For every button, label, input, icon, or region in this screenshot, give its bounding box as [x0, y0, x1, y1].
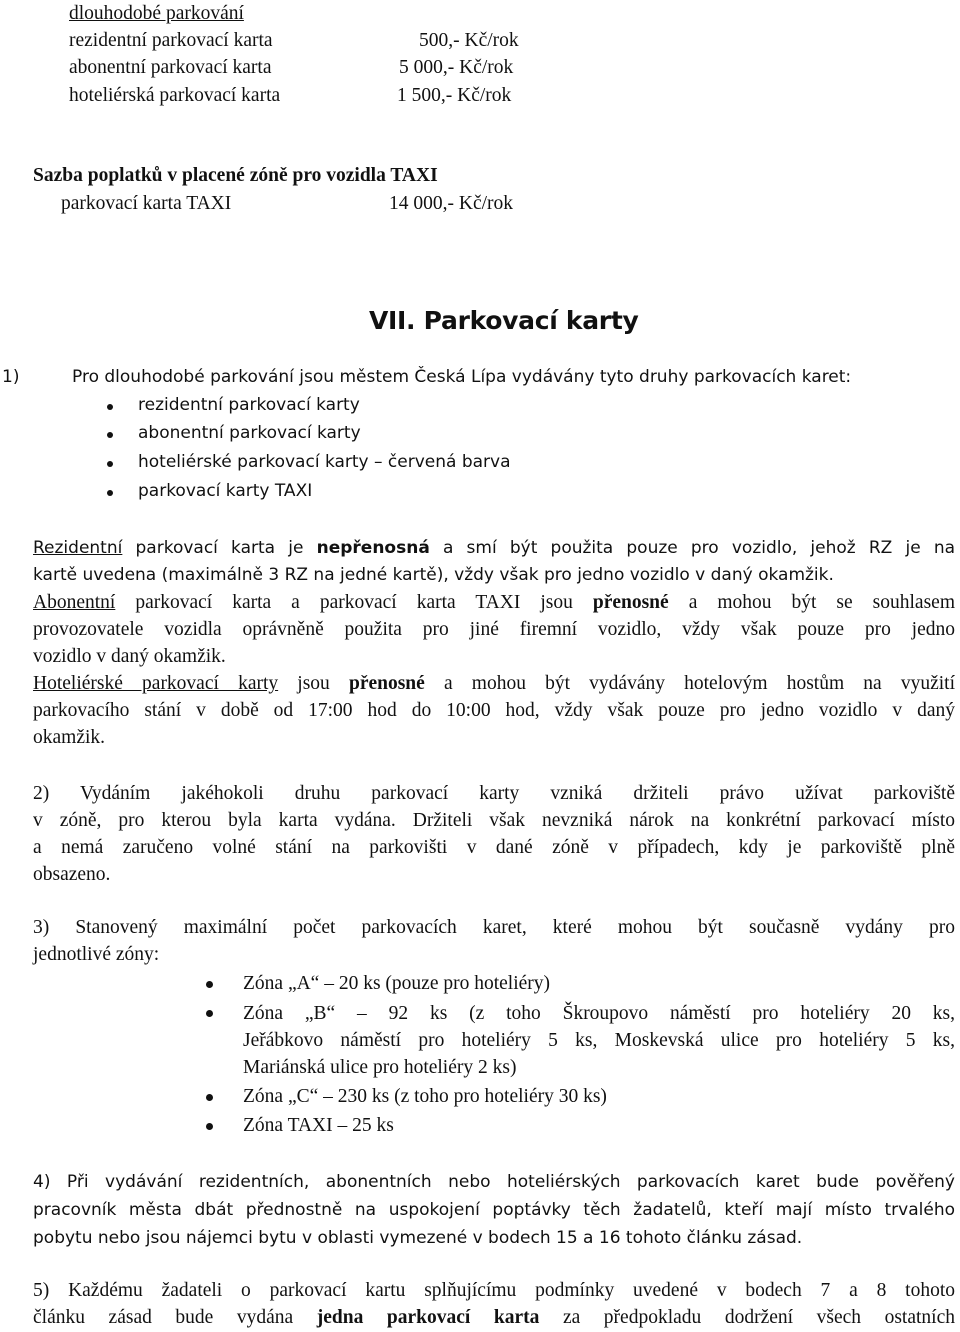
- zone-item: [243, 1000, 955, 1081]
- zone-line: Zóna „B“ – 92 ks (z toho Škroupovo náměstí pro hoteliéry 20 ks,: [243, 1003, 955, 1024]
- subscriber-card-line: [33, 589, 955, 616]
- bullet-icon: [206, 981, 213, 988]
- zone-line: Jeřábkovo náměstí pro hoteliéry 5 ks, Moskevská ulice pro hoteliéry 5 ks,: [243, 1030, 955, 1051]
- price-row-label: abonentní parkovací karta: [69, 57, 272, 78]
- point-5-line: 5) Každému žadateli o parkovací kartu splňujícímu podmínky uvedené v bodech 7 a 8 tohoto: [33, 1280, 955, 1301]
- resident-card-line-2: kartě uvedena (maximálně 3 RZ na jedné kartě), vždy však pro jedno vozidlo v daný okamžik.: [33, 565, 834, 585]
- price-row-label: rezidentní parkovací karta: [69, 30, 273, 51]
- text-span: a mohou být vydávány hotelovým hostům na využití: [443, 673, 955, 694]
- card-type-item: hoteliérské parkovací karty – červená barva: [138, 452, 511, 472]
- bullet-icon: [206, 1010, 213, 1017]
- text-span: parkovací karta je: [135, 538, 304, 558]
- point-3-paragraph: [33, 914, 955, 968]
- hotel-card-line: [33, 670, 955, 697]
- text-span: jsou: [297, 673, 330, 694]
- point-3-line: 3) Stanovený maximální počet parkovacích karet, které mohou být současně vydány pro: [33, 917, 955, 938]
- subscriber-card-paragraph: [33, 589, 955, 670]
- card-type-item: rezidentní parkovací karty: [138, 395, 360, 415]
- taxi-card-price: 14 000,- Kč/rok: [389, 193, 514, 214]
- price-row-label: hoteliérská parkovací karta: [69, 85, 281, 106]
- text-span: za předpokladu dodržení všech ostatních: [562, 1307, 955, 1328]
- point-number: 1): [2, 367, 20, 387]
- text-span: parkovací karta a parkovací karta TAXI jsou: [135, 592, 573, 613]
- point-5-line: [33, 1304, 955, 1331]
- bullet-icon: [107, 404, 113, 410]
- resident-term: Rezidentní: [33, 538, 123, 558]
- subscriber-card-line-3: vozidlo v daný okamžik.: [33, 646, 226, 667]
- transferable-term: přenosné: [592, 592, 669, 613]
- section-title: VII. Parkovací karty: [369, 306, 639, 335]
- taxi-rate-heading: Sazba poplatků v placené zóně pro vozidla TAXI: [33, 165, 438, 186]
- point-2-line: a nemá zaručeno volné stání na parkovišti v dané zóně v případech, kdy je parkoviště plně: [33, 837, 955, 858]
- price-row-value: 5 000,- Kč/rok: [399, 57, 514, 78]
- point-4-line: pracovník města dbát přednostně na uspokojení poptávky těch žadatelů, kteří mají místo trvalého: [33, 1200, 955, 1220]
- one-card-term: jedna parkovací karta: [316, 1307, 540, 1328]
- hotel-card-line-2: parkovacího stání v době od 17:00 hod do 10:00 hod, vždy však pouze pro jedno vozidlo v daný: [33, 700, 955, 721]
- point-2-paragraph: [33, 780, 955, 888]
- long-term-parking-heading: dlouhodobé parkování: [69, 3, 244, 24]
- price-row-value: 500,- Kč/rok: [419, 30, 519, 51]
- taxi-card-label: parkovací karta TAXI: [61, 193, 232, 214]
- transferable-term: přenosné: [348, 673, 425, 694]
- hotel-card-line-3: okamžik.: [33, 727, 106, 748]
- zone-item: Zóna „A“ – 20 ks (pouze pro hoteliéry): [243, 973, 551, 994]
- point-1-intro: Pro dlouhodobé parkování jsou městem Česká Lípa vydávány tyto druhy parkovacích karet:: [72, 367, 852, 387]
- point-2-line: v zóně, pro kterou byla karta vydána. Držiteli však nevzniká nárok na konkrétní parkovací místo: [33, 810, 955, 831]
- point-4-line: pobytu nebo jsou nájemci bytu v oblasti vymezené v bodech 15 a 16 tohoto článku zásad.: [33, 1228, 803, 1248]
- bullet-icon: [107, 461, 113, 467]
- card-type-item: abonentní parkovací karty: [138, 423, 361, 443]
- bullet-icon: [206, 1123, 213, 1130]
- zone-item: Zóna TAXI – 25 ks: [243, 1115, 394, 1136]
- point-4-line: 4) Při vydávání rezidentních, abonentních nebo hoteliérských parkovacích karet bude pověřený: [33, 1172, 955, 1192]
- card-type-item: parkovací karty TAXI: [138, 481, 313, 501]
- text-span: a mohou být se souhlasem: [688, 592, 955, 613]
- subscriber-card-line-2: provozovatele vozidla oprávněně použita pro jiné firemní vozidlo, vždy však pouze pro jedno: [33, 619, 955, 640]
- zone-line: Mariánská ulice pro hoteliéry 2 ks): [243, 1057, 517, 1078]
- point-2-line: obsazeno.: [33, 864, 111, 885]
- zone-item: Zóna „C“ – 230 ks (z toho pro hoteliéry 30 ks): [243, 1086, 607, 1107]
- price-row-value: 1 500,- Kč/rok: [397, 85, 512, 106]
- text-span: článku zásad bude vydána: [33, 1307, 294, 1328]
- non-transferable-term: nepřenosná: [316, 538, 430, 558]
- resident-card-line: [33, 535, 955, 562]
- point-1-details: [33, 535, 955, 589]
- bullet-icon: [107, 432, 113, 438]
- subscriber-term: Abonentní: [33, 592, 116, 613]
- point-5-paragraph: [33, 1277, 955, 1331]
- point-3-line: jednotlivé zóny:: [33, 944, 160, 965]
- hotel-card-term: Hoteliérské parkovací karty: [33, 673, 279, 694]
- point-2-line: 2) Vydáním jakéhokoli druhu parkovací karty vzniká držiteli právo užívat parkoviště: [33, 783, 955, 804]
- text-span: a smí být použita pouze pro vozidlo, jehož RZ je na: [442, 538, 956, 558]
- hotel-card-paragraph: [33, 670, 955, 751]
- point-4-paragraph: [33, 1168, 955, 1252]
- bullet-icon: [107, 490, 113, 496]
- bullet-icon: [206, 1094, 213, 1101]
